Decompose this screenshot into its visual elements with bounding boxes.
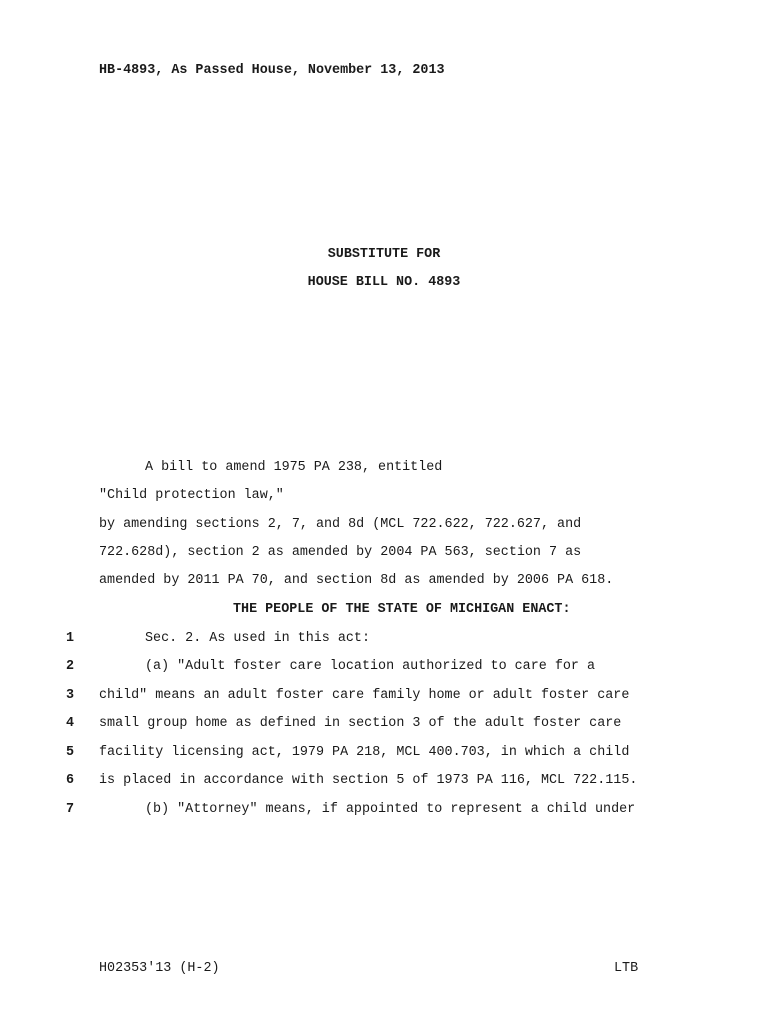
preamble-line: amended by 2011 PA 70, and section 8d as amended by 2006 PA 618. (99, 573, 614, 588)
body-line: (a) "Adult foster care location authorized to care for a (145, 659, 595, 674)
line-number: 1 (66, 631, 75, 646)
line-number: 4 (66, 716, 75, 731)
body-line: child" means an adult foster care family home or adult foster care (99, 688, 630, 703)
heading-substitute-for: SUBSTITUTE FOR (327, 247, 441, 262)
preamble-line: 722.628d), section 2 as amended by 2004 PA 563, section 7 as (99, 545, 582, 560)
line-number: 3 (66, 688, 75, 703)
enacting-clause: THE PEOPLE OF THE STATE OF MICHIGAN ENACT: (233, 602, 571, 617)
heading-bill-number: HOUSE BILL NO. 4893 (307, 275, 461, 290)
body-line: (b) "Attorney" means, if appointed to represent a child under (145, 802, 636, 817)
footer-document-code: H02353'13 (H-2) (99, 961, 220, 976)
line-number: 6 (66, 773, 75, 788)
line-number: 5 (66, 745, 75, 760)
footer-initials: LTB (614, 961, 639, 976)
line-number: 2 (66, 659, 75, 674)
body-line: Sec. 2. As used in this act: (145, 631, 370, 646)
preamble-line: A bill to amend 1975 PA 238, entitled (145, 460, 443, 475)
body-line: facility licensing act, 1979 PA 218, MCL 400.703, in which a child (99, 745, 630, 760)
preamble-line: "Child protection law," (99, 488, 284, 503)
preamble-line: by amending sections 2, 7, and 8d (MCL 722.622, 722.627, and (99, 517, 582, 532)
body-line: small group home as defined in section 3 of the adult foster care (99, 716, 622, 731)
line-number: 7 (66, 802, 75, 817)
document-header-title: HB-4893, As Passed House, November 13, 2013 (99, 63, 445, 78)
body-line: is placed in accordance with section 5 of 1973 PA 116, MCL 722.115. (99, 773, 638, 788)
